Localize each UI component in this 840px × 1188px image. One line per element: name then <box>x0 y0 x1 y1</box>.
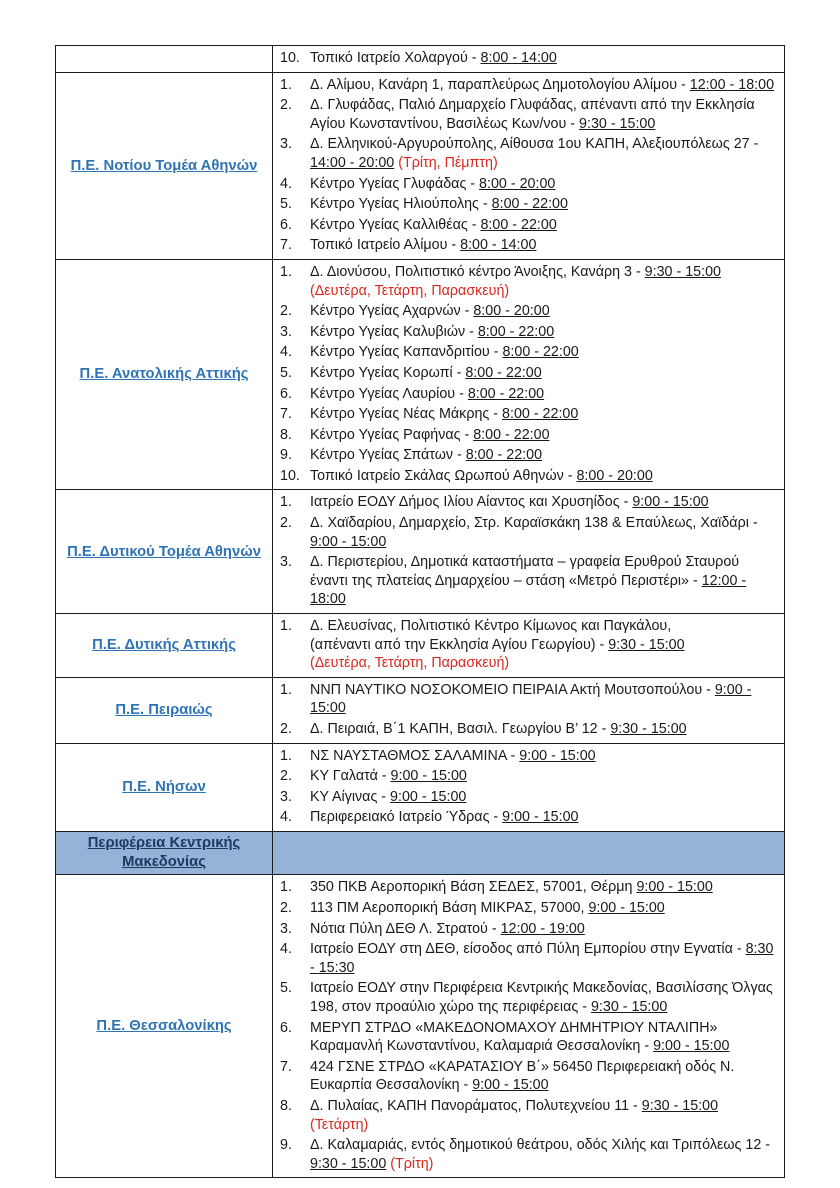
item-number: 3. <box>280 788 292 805</box>
item-text <box>310 135 776 172</box>
item-text <box>310 920 776 939</box>
region-name-cell <box>56 743 273 831</box>
item-text <box>310 385 776 404</box>
item-hours: 8:00 - 14:00 <box>460 237 537 254</box>
region-link[interactable]: Π.Ε. Πειραιώς <box>115 701 213 718</box>
schedule-item <box>280 920 776 939</box>
schedule-item <box>280 323 776 342</box>
item-hours: 8:00 - 14:00 <box>480 50 557 66</box>
item-hours: 9:30 - 15:00 <box>641 1097 719 1114</box>
item-label: (απέναντι από την Εκκλησία Αγίου Γεωργίου) - <box>310 636 609 653</box>
region-link[interactable]: Π.Ε. Δυτικής Αττικής <box>92 637 236 654</box>
schedule-item <box>280 135 776 172</box>
item-text <box>310 175 776 194</box>
item-label: Κέντρο Υγείας Σπάτων - <box>310 447 466 464</box>
item-text <box>310 940 776 977</box>
item-text <box>310 1019 776 1056</box>
item-hours: 12:00 - 18:00 <box>689 76 775 93</box>
table-row <box>56 46 785 73</box>
item-label: Κέντρο Υγείας Καλλιθέας - <box>310 216 481 233</box>
item-text <box>310 195 776 214</box>
item-hours: 9:30 - 15:00 <box>590 999 668 1015</box>
region-group-title[interactable]: Περιφέρεια Κεντρικής Μακεδονίας <box>87 834 241 871</box>
item-hours: 8:00 - 22:00 <box>465 447 543 464</box>
schedule-item <box>280 878 776 897</box>
item-hours: 8:00 - 22:00 <box>491 196 568 213</box>
schedule-item <box>280 1058 776 1095</box>
item-text <box>310 681 776 718</box>
schedule-item <box>280 236 776 255</box>
table-row <box>56 875 785 1178</box>
schedule-item <box>280 343 776 362</box>
region-link[interactable]: Π.Ε. Νήσων <box>122 779 206 796</box>
item-label: Κέντρο Υγείας Αχαρνών - <box>310 303 474 320</box>
region-group-header-row <box>56 831 785 874</box>
item-text <box>310 720 776 739</box>
schedule-item <box>280 49 776 68</box>
schedule-item <box>280 747 776 766</box>
item-label: Δ. Ελευσίνας, Πολιτιστικό Κέντρο Κίμωνος και Παγκάλου, <box>310 618 672 635</box>
item-label: Κέντρο Υγείας Καλυβιών - <box>310 323 478 340</box>
item-hours: 9:00 - 15:00 <box>390 768 467 785</box>
item-number: 3. <box>280 920 292 937</box>
schedule-list-cell <box>273 490 785 614</box>
item-text <box>310 878 776 897</box>
schedule-list-cell <box>273 72 785 259</box>
item-days: (Τρίτη) <box>386 1155 434 1172</box>
item-hours: 8:30 - 15:30 <box>310 941 774 976</box>
item-label: Τοπικό Ιατρείο Σκάλας Ωρωπού Αθηνών - <box>310 467 577 484</box>
item-text <box>310 49 776 68</box>
schedule-list-cell <box>273 46 785 73</box>
item-text <box>310 617 776 673</box>
region-name-cell <box>56 72 273 259</box>
item-hours: 9:00 - 15:00 <box>653 1038 730 1055</box>
item-number: 7. <box>280 406 292 423</box>
item-hours: 9:00 - 15:00 <box>519 747 596 764</box>
item-label: Κέντρο Υγείας Γλυφάδας - <box>310 175 480 192</box>
item-hours: 12:00 - 19:00 <box>500 920 585 937</box>
schedule-item <box>280 940 776 977</box>
item-number: 1. <box>280 747 292 764</box>
table-row <box>56 743 785 831</box>
item-hours: 9:30 - 15:00 <box>644 263 721 280</box>
item-text <box>310 553 776 609</box>
table-row <box>56 259 785 490</box>
item-label: 424 ΓΣΝΕ ΣΤΡΔΟ «ΚΑΡΑΤΑΣΙΟΥ Β΄» 56450 Περιφερειακή οδός Ν. Ευκαρπία Θεσσαλονίκη - <box>310 1058 735 1094</box>
item-text <box>310 446 776 465</box>
item-number: 2. <box>280 97 292 114</box>
item-label: ΜΕΡΥΠ ΣΤΡΔΟ «ΜΑΚΕΔΟΝΟΜΑΧΟΥ ΔΗΜΗΤΡΙΟΥ ΝΤΑΛΙΠΗ» <box>310 1019 718 1036</box>
schedule-item <box>280 385 776 404</box>
item-hours: 8:00 - 22:00 <box>477 323 555 340</box>
item-number: 4. <box>280 941 292 958</box>
item-number: 7. <box>280 1058 292 1075</box>
region-name-cell <box>56 677 273 743</box>
schedule-item <box>280 302 776 321</box>
region-link[interactable]: Π.Ε. Ανατολικής Αττικής <box>79 366 249 383</box>
schedule-item <box>280 76 776 95</box>
region-name-cell <box>56 490 273 614</box>
item-text <box>310 899 776 918</box>
item-label: Δ. Ελληνικού-Αργυρούπολης, Αίθουσα 1ου ΚΑΠΗ, Αλεξιουπόλεως 27 - <box>310 136 759 153</box>
item-hours: 9:00 - 15:00 <box>472 1077 549 1094</box>
item-text <box>310 493 776 512</box>
item-hours: 14:00 - 20:00 <box>310 154 395 171</box>
schedule-item <box>280 788 776 807</box>
item-label: Δ. Γλυφάδας, Παλιό Δημαρχείο Γλυφάδας, απέναντι από την Εκκλησία Αγίου Κωνσταντίνου, Βασιλέως Κων/νου - <box>310 97 755 132</box>
item-label: Δ. Καλαμαριάς, εντός δημοτικού θεάτρου, οδός Χιλής και Τριπόλεως 12 - <box>310 1137 771 1154</box>
item-number: 7. <box>280 237 292 254</box>
item-label: 113 ΠΜ Αεροπορική Βάση ΜΙΚΡΑΣ, 57000, <box>310 900 589 917</box>
item-number: 4. <box>280 344 292 361</box>
schedule-item <box>280 405 776 424</box>
item-label: ΚΥ Γαλατά - <box>310 768 391 785</box>
item-hours: 9:00 - 15:00 <box>310 681 752 717</box>
item-text <box>310 979 776 1016</box>
item-hours: 9:00 - 15:00 <box>502 809 579 826</box>
region-name-cell <box>56 831 273 874</box>
table-row <box>56 677 785 743</box>
schedule-list-cell <box>273 831 785 874</box>
region-name-cell <box>56 259 273 490</box>
item-hours: 9:00 - 15:00 <box>632 494 709 511</box>
schedule-list-cell <box>273 259 785 490</box>
item-label: ΝΝΠ ΝΑΥΤΙΚΟ ΝΟΣΟΚΟΜΕΙΟ ΠΕΙΡΑΙΑ Ακτή Μουτσοπούλου - <box>310 681 715 698</box>
region-name-cell <box>56 46 273 73</box>
item-number: 3. <box>280 554 292 571</box>
schedule-item <box>280 1097 776 1134</box>
item-number: 5. <box>280 364 292 381</box>
schedule-item <box>280 493 776 512</box>
item-number: 3. <box>280 136 292 153</box>
item-number: 10. <box>280 50 300 66</box>
schedule-item <box>280 263 776 300</box>
item-label: Περιφερειακό Ιατρείο Ύδρας - <box>310 809 503 826</box>
item-label: Δ. Πειραιά, Β΄1 ΚΑΠΗ, Βασιλ. Γεωργίου Β’ 12 - <box>310 721 611 737</box>
region-link[interactable]: Π.Ε. Νοτίου Τομέα Αθηνών <box>70 157 258 174</box>
schedule-item <box>280 446 776 465</box>
item-hours: 9:00 - 15:00 <box>390 788 467 805</box>
schedule-item <box>280 979 776 1016</box>
schedule-item <box>280 681 776 718</box>
schedule-item <box>280 195 776 214</box>
item-text <box>310 467 776 486</box>
item-label: Τοπικό Ιατρείο Αλίμου - <box>310 237 461 254</box>
item-label: Ιατρείο ΕΟΔΥ στη ΔΕΘ, είσοδος από Πύλη Εμπορίου στην Εγνατία - <box>310 941 746 958</box>
item-hours: 8:00 - 22:00 <box>502 344 579 361</box>
item-number: 2. <box>280 768 292 785</box>
schedule-item <box>280 216 776 235</box>
item-hours: 8:00 - 22:00 <box>467 385 545 402</box>
item-label: Νότια Πύλη ΔΕΘ Λ. Στρατού - <box>310 920 501 937</box>
item-text <box>310 236 776 255</box>
item-text <box>310 767 776 786</box>
schedule-item <box>280 808 776 827</box>
item-label: Δ. Διονύσου, Πολιτιστικό κέντρο Άνοιξης, Κανάρη 3 - <box>310 263 645 280</box>
item-hours: 9:30 - 15:00 <box>608 636 685 653</box>
region-link[interactable]: Π.Ε. Δυτικού Τομέα Αθηνών <box>67 543 261 560</box>
item-number: 8. <box>280 426 292 443</box>
item-hours: 8:00 - 22:00 <box>465 364 542 381</box>
item-label: Κέντρο Υγείας Καπανδριτίου - <box>310 344 503 361</box>
item-label: Ιατρείο ΕΟΔΥ Δήμος Ιλίου Αίαντος και Χρυσηίδος - <box>310 494 633 511</box>
region-name-cell <box>56 875 273 1178</box>
item-text <box>310 1058 776 1095</box>
item-number: 1. <box>280 263 292 280</box>
region-link[interactable]: Π.Ε. Θεσσαλονίκης <box>96 1018 232 1035</box>
schedule-item <box>280 1019 776 1056</box>
item-hours: 12:00 - 18:00 <box>310 572 747 608</box>
item-label: Δ. Πυλαίας, ΚΑΠΗ Πανοράματος, Πολυτεχνείου 11 - <box>310 1097 642 1114</box>
item-text <box>310 788 776 807</box>
item-text <box>310 323 776 342</box>
item-number: 2. <box>280 900 292 917</box>
item-text <box>310 426 776 445</box>
item-number: 5. <box>280 196 292 213</box>
item-hours: 8:00 - 20:00 <box>473 303 550 320</box>
item-label: Κέντρο Υγείας Νέας Μάκρης - <box>310 406 503 423</box>
item-hours: 9:30 - 15:00 <box>310 1155 387 1172</box>
item-number: 1. <box>280 618 292 635</box>
item-hours: 9:30 - 15:00 <box>610 721 687 737</box>
item-text <box>310 514 776 551</box>
table-row <box>56 72 785 259</box>
item-label: Δ. Περιστερίου, Δημοτικά καταστήματα – γραφεία Ερυθρού Σταυρού έναντι της πλατείας Δημαρχείου – στάση «Μετρό Περιστέρι» - <box>310 554 740 589</box>
item-number: 2. <box>280 721 292 737</box>
item-label: Κέντρο Υγείας Ραφήνας - <box>310 426 474 443</box>
item-hours: 9:00 - 15:00 <box>588 900 665 917</box>
item-hours: 8:00 - 20:00 <box>576 467 653 484</box>
item-text <box>310 1136 776 1173</box>
item-text <box>310 747 776 766</box>
item-number: 6. <box>280 1019 292 1036</box>
item-text <box>310 808 776 827</box>
schedule-table <box>55 45 785 1178</box>
item-hours: 8:00 - 22:00 <box>480 216 557 233</box>
item-days: (Τετάρτη) <box>310 1116 369 1133</box>
item-label: Καραμανλή Κωνσταντίνου, Καλαμαριά Θεσσαλονίκη - <box>310 1038 654 1055</box>
item-label: Τοπικό Ιατρείο Χολαργού - <box>310 50 481 66</box>
item-text <box>310 302 776 321</box>
item-text <box>310 96 776 133</box>
item-number: 4. <box>280 809 292 826</box>
schedule-item <box>280 899 776 918</box>
item-hours: 8:00 - 22:00 <box>473 426 550 443</box>
item-number: 1. <box>280 681 292 698</box>
region-name-cell <box>56 614 273 678</box>
item-text <box>310 1097 776 1134</box>
schedule-item <box>280 514 776 551</box>
item-number: 2. <box>280 303 292 320</box>
schedule-list-cell <box>273 875 785 1178</box>
item-text <box>310 263 776 300</box>
item-label: Κέντρο Υγείας Λαυρίου - <box>310 385 468 402</box>
item-number: 1. <box>280 76 292 93</box>
item-text <box>310 343 776 362</box>
item-label: Δ. Αλίμου, Κανάρη 1, παραπλεύρως Δημοτολογίου Αλίμου - <box>310 76 690 93</box>
schedule-list-cell <box>273 614 785 678</box>
schedule-list-cell <box>273 677 785 743</box>
schedule-item <box>280 467 776 486</box>
schedule-item <box>280 175 776 194</box>
item-number: 10. <box>280 467 300 484</box>
schedule-item <box>280 767 776 786</box>
item-number: 5. <box>280 980 292 997</box>
item-hours: 8:00 - 22:00 <box>502 406 579 423</box>
item-text <box>310 405 776 424</box>
item-number: 9. <box>280 447 292 464</box>
item-label: ΝΣ ΝΑΥΣΤΑΘΜΟΣ ΣΑΛΑΜΙΝΑ - <box>310 747 520 764</box>
item-hours: 9:00 - 15:00 <box>310 533 387 550</box>
item-label: Κέντρο Υγείας Κορωπί - <box>310 364 466 381</box>
item-number: 1. <box>280 879 292 896</box>
item-days: (Τρίτη, Πέμπτη) <box>394 154 498 171</box>
item-label: ΚΥ Αίγινας - <box>310 788 391 805</box>
schedule-item <box>280 617 776 673</box>
schedule-item <box>280 426 776 445</box>
item-number: 6. <box>280 216 292 233</box>
item-number: 9. <box>280 1137 292 1154</box>
item-number: 6. <box>280 385 292 402</box>
item-text <box>310 76 776 95</box>
item-label: Κέντρο Υγείας Ηλιούπολης - <box>310 196 492 213</box>
schedule-item <box>280 364 776 383</box>
schedule-item <box>280 96 776 133</box>
table-row <box>56 490 785 614</box>
item-number: 1. <box>280 494 292 511</box>
item-label: Ιατρείο ΕΟΔΥ στην Περιφέρεια Κεντρικής Μακεδονίας, Βασιλίσσης Όλγας 198, στον προαύλιο χώρο της περιφέρειας - <box>310 980 773 1015</box>
schedule-item <box>280 1136 776 1173</box>
item-number: 8. <box>280 1097 292 1114</box>
item-number: 2. <box>280 515 292 532</box>
table-row <box>56 614 785 678</box>
item-text <box>310 364 776 383</box>
schedule-item <box>280 720 776 739</box>
item-text <box>310 216 776 235</box>
item-hours: 8:00 - 20:00 <box>479 175 556 192</box>
schedule-list-cell <box>273 743 785 831</box>
item-days: (Δευτέρα, Τετάρτη, Παρασκευή) <box>310 282 510 299</box>
item-label: Δ. Χαϊδαρίου, Δημαρχείο, Στρ. Καραϊσκάκη 138 & Επαύλεως, Χαϊδάρι - <box>310 515 758 532</box>
schedule-item <box>280 553 776 609</box>
item-days: (Δευτέρα, Τετάρτη, Παρασκευή) <box>310 655 510 672</box>
item-hours: 9:30 - 15:00 <box>579 115 656 132</box>
item-label: 350 ΠΚΒ Αεροπορική Βάση ΣΕΔΕΣ, 57001, Θέρμη <box>310 879 637 896</box>
item-number: 3. <box>280 323 292 340</box>
item-hours: 9:00 - 15:00 <box>636 879 713 896</box>
item-number: 4. <box>280 175 292 192</box>
